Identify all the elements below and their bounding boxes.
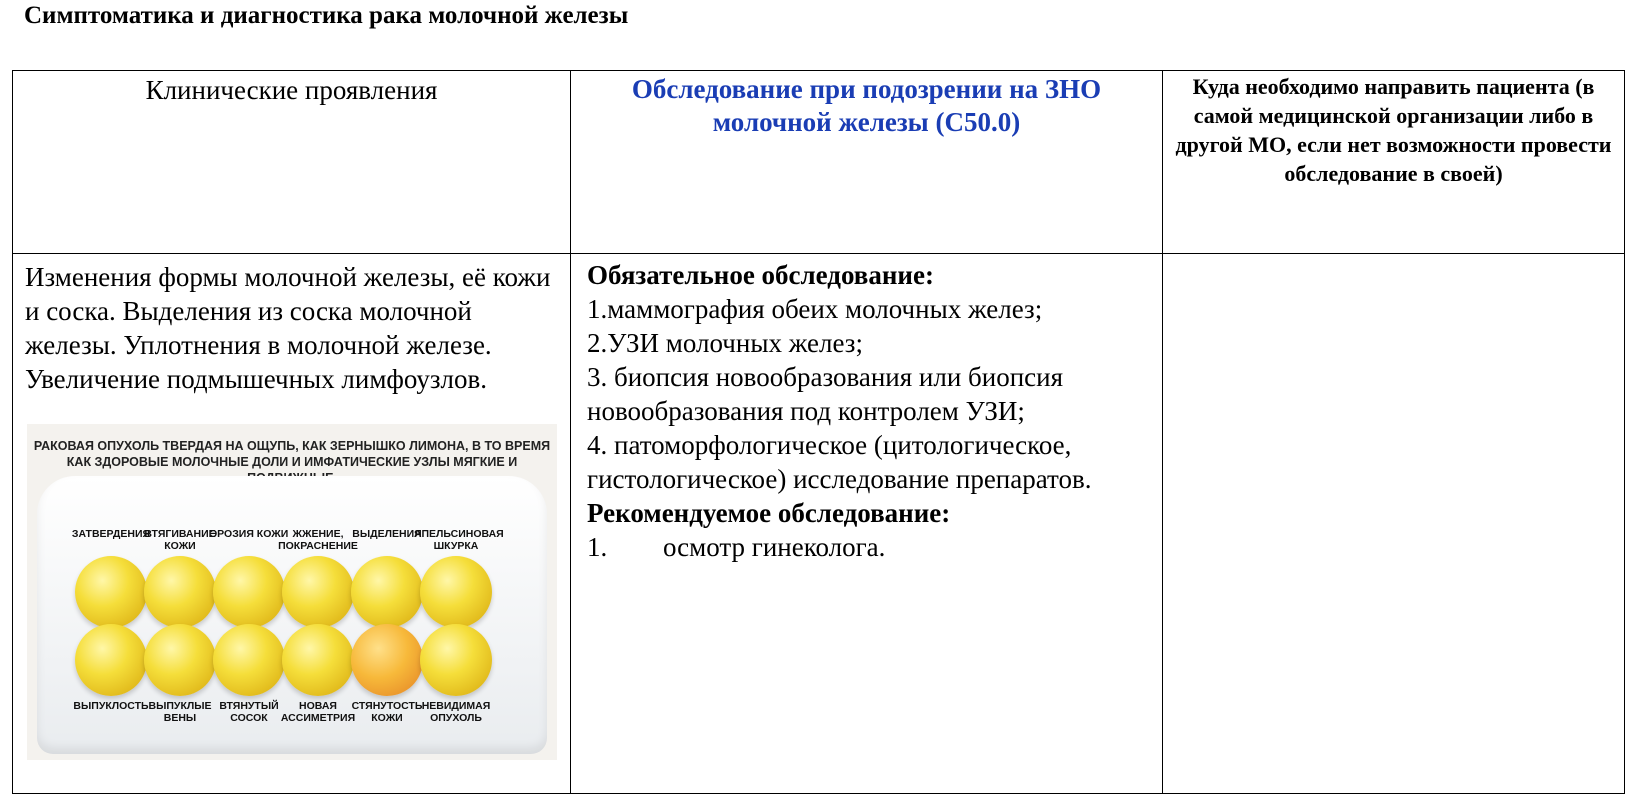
lemon-icon bbox=[144, 624, 216, 696]
lemon-icon bbox=[213, 556, 285, 628]
recommended-heading: Рекомендуемое обследование: bbox=[587, 498, 951, 528]
top-label: ВТЯГИВАНИЕ КОЖИ bbox=[144, 528, 216, 552]
lemon-icon bbox=[144, 556, 216, 628]
recommended-item bbox=[587, 530, 1152, 564]
lemon-icon bbox=[75, 556, 147, 628]
lemon-icon bbox=[75, 624, 147, 696]
top-label: ЗАТВЕРДЕНИЯ bbox=[71, 528, 151, 540]
lemon-icon bbox=[351, 556, 423, 628]
bottom-label: ВЫПУКЛОСТЬ bbox=[73, 700, 149, 712]
header-clinical: Клинические проявления bbox=[13, 71, 571, 254]
referral-cell bbox=[1163, 254, 1625, 794]
bottom-label: НЕВИДИМАЯ ОПУХОЛЬ bbox=[421, 700, 491, 724]
symptoms-cell bbox=[13, 254, 571, 794]
table-header-row bbox=[13, 71, 1625, 254]
top-label: ЖЖЕНИЕ, ПОКРАСНЕНИЕ bbox=[278, 528, 358, 552]
lemon-icon bbox=[351, 624, 423, 696]
symptoms-text: Изменения формы молочной железы, её кожи и соска. Выделения из соска молочной железы. Уплотнения в молочной железе. Увеличение подмышечных лимфоузлов. bbox=[25, 262, 551, 394]
bottom-label: СТЯНУТОСТЬ КОЖИ bbox=[351, 700, 423, 724]
bottom-label: ВЫПУКЛЫЕ ВЕНЫ bbox=[148, 700, 212, 724]
lemon-icon bbox=[213, 624, 285, 696]
header-referral: Куда необходимо направить пациента (в самой медицинской организации либо в другой МО, если нет возможности провести обследование в своей) bbox=[1163, 71, 1625, 254]
lemon-icon bbox=[420, 556, 492, 628]
diagnostics-table bbox=[12, 70, 1625, 794]
caption-line-1: РАКОВАЯ ОПУХОЛЬ ТВЕРДАЯ НА ОЩУПЬ, КАК ЗЕРНЫШКО ЛИМОНА, В ТО ВРЕМЯ bbox=[33, 439, 551, 453]
document-title: Симптоматика и диагностика рака молочной железы bbox=[24, 2, 629, 29]
top-label: ВЫДЕЛЕНИЯ bbox=[352, 528, 422, 540]
mandatory-item-4: 4. патоморфологическое (цитологическое, гистологическое) исследование препаратов. bbox=[587, 430, 1092, 494]
lemon-icon bbox=[282, 556, 354, 628]
lemon-icon bbox=[420, 624, 492, 696]
table-row bbox=[13, 254, 1625, 794]
mandatory-item-2: 2.УЗИ молочных желез; bbox=[587, 328, 863, 358]
bottom-label: ВТЯНУТЫЙ СОСОК bbox=[219, 700, 279, 724]
mandatory-item-1: 1.маммография обеих молочных желез; bbox=[587, 294, 1043, 324]
lemon-illustration bbox=[27, 424, 557, 760]
mandatory-item-3: 3. биопсия новообразования или биопсия новообразования под контролем УЗИ; bbox=[587, 362, 1064, 426]
recommended-number: 1. bbox=[587, 532, 608, 562]
recommended-text: осмотр гинеколога. bbox=[663, 532, 886, 562]
mandatory-heading: Обязательное обследование: bbox=[587, 260, 934, 290]
header-exam: Обследование при подозрении на ЗНО молочной железы (С50.0) bbox=[571, 71, 1163, 254]
exam-cell bbox=[571, 254, 1163, 794]
lemon-icon bbox=[282, 624, 354, 696]
top-label: ЭРОЗИЯ КОЖИ bbox=[209, 528, 289, 540]
caption-line-2: КАК ЗДОРОВЫЕ МОЛОЧНЫЕ ДОЛИ И ИМФАТИЧЕСКИЕ УЗЛЫ МЯГКИЕ И bbox=[66, 455, 518, 469]
bottom-label: НОВАЯ АССИМЕТРИЯ bbox=[280, 700, 356, 724]
top-label: АПЕЛЬСИНОВАЯ ШКУРКА bbox=[414, 528, 504, 552]
